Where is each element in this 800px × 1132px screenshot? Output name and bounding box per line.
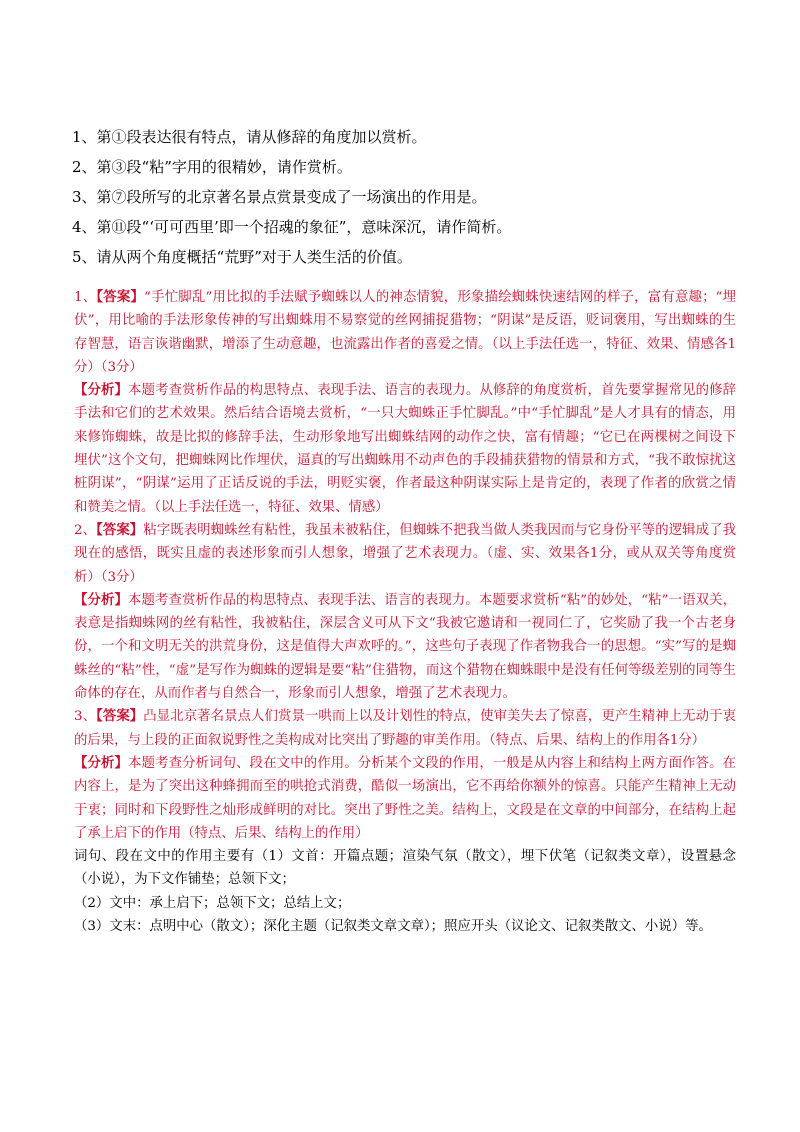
analysis-2: [74, 589, 736, 705]
answer-2-text: 粘字既表明蜘蛛丝有粘性，我虽未被粘住，但蜘蛛不把我当做人类我因而与它身份平等的逻辑成了我现在的感悟，既实且虚的表述形象而引人想象，增强了艺术表现力。（虚、实、效果各1分，或从双关等角度赏析）（3分）: [74, 522, 736, 585]
note-2: （2）文中：承上启下；总领下文；总结上文；: [74, 895, 351, 911]
question-1: 1、第①段表达很有特点，请从修辞的角度加以赏析。: [72, 128, 427, 146]
answer-1: [74, 286, 736, 379]
answer-2: [74, 519, 736, 589]
answer-tag: 【答案】: [96, 708, 144, 725]
analysis-tag: 【分析】: [74, 591, 128, 608]
analysis-1: [74, 379, 736, 519]
analysis-2-text: 本题考查赏析作品的构思特点、表现手法、语言的表现力。本题要求赏析“粘”的妙处，“粘”一语双关，表意是指蜘蛛网的丝有粘性，我被粘住，深层含义可从下文“我被它邀请和一视同仁了，它奖励了我一个古老身份，一个和文明无关的洪荒身份，这是值得大声欢呼的。”，这些句子表现了作者物我合一的思想。“实”写的是蜘蛛丝的“粘”性，“虚”是写作为蜘蛛的逻辑是要“粘”住猎物，而这个猎物在蜘蛛眼中是没有任何等级差别的同等生命体的存在，从而作者与自然合一，形象而引人想象，增强了艺术表现力。: [74, 592, 736, 702]
note-1: 词句、段在文中的作用主要有（1）文首：开篇点题；渲染气氛（散文），埋下伏笔（记叙类文章），设置悬念（小说），为下文作铺垫；总领下文；: [74, 849, 736, 888]
question-2: 2、第③段“粘”字用的很精妙，请作赏析。: [72, 158, 352, 176]
answer-1-number: 1、: [74, 290, 97, 305]
answer-2-number: 2、: [74, 522, 97, 538]
question-4: 4、第⑪段“‘可可西里’即一个招魂的象征”，意味深沉，请作简析。: [72, 218, 512, 236]
analysis-tag: 【分析】: [74, 754, 129, 771]
answer-tag: 【答案】: [96, 289, 145, 305]
question-list: [72, 122, 732, 272]
question-3: 3、第⑦段所写的北京著名景点赏景变成了一场演出的作用是。: [72, 188, 487, 206]
answer-3-number: 3、: [74, 709, 97, 725]
answer-tag: 【答案】: [96, 521, 144, 538]
answer-3-text: 凸显北京著名景点人们赏景一哄而上以及计划性的特点，使审美失去了惊喜，更产生精神上无动于衷的后果，与上段的正面叙说野性之美构成对比突出了野趣的审美作用。（特点、后果、结构上的作用各1分）: [74, 709, 736, 748]
note-3: （3）文末：点明中心（散文）；深化主题（记叙类文章文章）；照应开头（议论文、记叙类散文、小说）等。: [74, 919, 712, 935]
answer-section: [74, 286, 736, 938]
answer-1-text: “手忙脚乱”用比拟的手法赋予蜘蛛以人的神态情貌，形象描绘蜘蛛快速结网的样子，富有意趣；“埋伏”，用比喻的手法形象传神的写出蜘蛛用不易察觉的丝网捕捉猎物；“阴谋”是反语，贬词褒用，写出蜘蛛的生存智慧，语言诙谐幽默，增添了生动意趣，也流露出作者的喜爱之情。（以上手法任选一，特征、效果、情感各1分）（3分）: [74, 290, 736, 375]
answer-3: [74, 705, 736, 752]
question-5: 5、请从两个角度概括“荒野”对于人类生活的价值。: [72, 248, 412, 266]
analysis-3: [74, 752, 736, 845]
analysis-1-text: 本题考查赏析作品的构思特点、表现手法、语言的表现力。从修辞的角度赏析，首先要掌握常见的修辞手法和它们的艺术效果。然后结合语境去赏析，“一只大蜘蛛正手忙脚乱。”中“手忙脚乱”是人才具有的情态，用来修饰蜘蛛，故是比拟的修辞手法，生动形象地写出蜘蛛结网的动作之快，富有情趣；“它已在两棵树之间设下埋伏”这个文句，把蜘蛛网比作埋伏，逼真的写出蜘蛛用不动声色的手段捕获猎物的情景和方式，“我不敢惊扰这桩阴谋”，“阴谋”运用了正话反说的手法，明贬实褒，作者最这种阴谋实际上是肯定的，表现了作者的欣赏之情和赞美之情。（以上手法任选一，特征、效果、情感）: [74, 383, 737, 515]
analysis-3-text: 本题考查分析词句、段在文中的作用。分析某个文段的作用，一般是从内容上和结构上两方面作答。在内容上，是为了突出这种蜂拥而至的哄抢式消费，酷似一场演出，它不再给你额外的惊喜。只能产生精神上无动于衷；同时和下段野性之灿形成鲜明的对比。突出了野性之美。结构上，文段是在文章的中间部分，在结构上起了承上启下的作用（特点、后果、结构上的作用）: [74, 755, 737, 841]
analysis-tag: 【分析】: [74, 382, 129, 399]
